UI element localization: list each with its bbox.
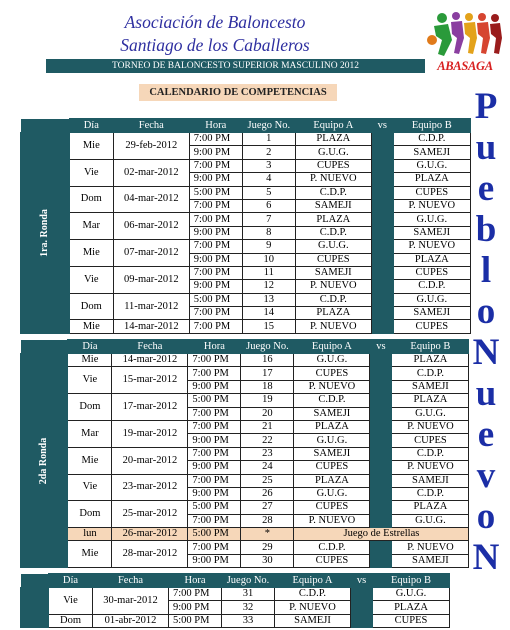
team-a: PLAZA	[294, 420, 370, 433]
vs-cell	[371, 266, 393, 279]
col-header-dia: Día	[68, 340, 112, 354]
vs-cell	[370, 434, 392, 447]
team-a: C.D.P.	[275, 588, 351, 601]
game-row	[21, 614, 450, 627]
team-a: P. NUEVO	[295, 280, 371, 293]
team-b: PLAZA	[392, 394, 469, 407]
team-a: PLAZA	[294, 474, 370, 487]
game-row	[21, 367, 469, 380]
team-a: CUPES	[295, 159, 371, 172]
game-time: 9:00 PM	[169, 601, 222, 614]
game-row	[21, 474, 469, 487]
team-b: G.U.G.	[392, 514, 469, 527]
game-day: Vie	[69, 266, 113, 293]
game-row	[21, 420, 469, 433]
game-number: 16	[241, 354, 294, 367]
vs-cell	[370, 514, 392, 527]
game-date: 23-mar-2012	[112, 474, 188, 501]
game-time: 7:00 PM	[188, 407, 241, 420]
game-row	[21, 213, 471, 226]
round-label-cell	[21, 133, 70, 334]
team-b: CUPES	[393, 266, 470, 279]
game-row	[21, 501, 469, 514]
team-a: P. NUEVO	[275, 601, 351, 614]
game-number: 32	[222, 601, 275, 614]
team-a: G.U.G.	[295, 240, 371, 253]
team-a: G.U.G.	[294, 434, 370, 447]
game-day: Dom	[69, 293, 113, 320]
vs-cell	[371, 133, 393, 146]
team-b: G.U.G.	[392, 407, 469, 420]
game-date: 07-mar-2012	[113, 240, 189, 267]
association-name-line2: Santiago de los Caballeros	[120, 35, 310, 55]
team-b: CUPES	[373, 614, 450, 627]
game-number: 25	[241, 474, 294, 487]
game-number: 18	[241, 380, 294, 393]
team-b: PLAZA	[393, 253, 470, 266]
team-b: C.D.P.	[392, 447, 469, 460]
team-a: P. NUEVO	[294, 380, 370, 393]
game-number: 2	[242, 146, 295, 159]
game-number: 33	[222, 614, 275, 627]
header-spacer	[21, 574, 49, 588]
side-title-letter: e	[477, 414, 495, 455]
game-row	[21, 320, 471, 333]
side-title-letter: P	[474, 86, 498, 127]
game-number: 26	[241, 487, 294, 500]
col-header-juego: Juego No.	[222, 574, 275, 588]
col-header-hora: Hora	[189, 119, 242, 133]
col-header-fecha: Fecha	[113, 119, 189, 133]
team-b: G.U.G.	[393, 159, 470, 172]
tournament-banner: TORNEO DE BALONCESTO SUPERIOR MASCULINO 2012	[46, 59, 425, 73]
game-time: 7:00 PM	[189, 199, 242, 212]
game-date: 06-mar-2012	[113, 213, 189, 240]
game-day: Vie	[69, 159, 113, 186]
vs-cell	[370, 487, 392, 500]
vs-cell	[371, 146, 393, 159]
side-title-letter: b	[475, 209, 497, 250]
game-number: 4	[242, 173, 295, 186]
team-a: CUPES	[294, 367, 370, 380]
vs-cell	[371, 159, 393, 172]
special-event-text: Juego de Estrellas	[294, 528, 469, 541]
game-time: 7:00 PM	[188, 514, 241, 527]
game-time: 9:00 PM	[188, 461, 241, 474]
game-time: 9:00 PM	[189, 253, 242, 266]
side-title-pueblo-nuevo	[466, 86, 506, 578]
vs-cell	[370, 461, 392, 474]
team-b: PLAZA	[392, 501, 469, 514]
team-a: C.D.P.	[294, 541, 370, 554]
team-a: G.U.G.	[295, 146, 371, 159]
game-row	[21, 588, 450, 601]
team-b: CUPES	[393, 320, 470, 333]
col-header-equipo-a: Equipo A	[295, 119, 371, 133]
vs-cell	[370, 420, 392, 433]
game-number: 3	[242, 159, 295, 172]
game-date: 29-feb-2012	[113, 133, 189, 160]
vs-cell	[351, 588, 373, 601]
abasaga-logo	[426, 10, 504, 76]
game-time: 9:00 PM	[189, 146, 242, 159]
calendar-title: CALENDARIO DE COMPETENCIAS	[139, 84, 337, 101]
side-title-letter: o	[476, 291, 496, 332]
vs-cell	[370, 447, 392, 460]
team-a: C.D.P.	[295, 186, 371, 199]
vs-cell	[351, 614, 373, 627]
game-time: 7:00 PM	[188, 474, 241, 487]
players-logo-icon	[426, 10, 504, 60]
game-date: 19-mar-2012	[112, 420, 188, 447]
game-time: 5:00 PM	[188, 528, 241, 541]
game-day: Dom	[68, 394, 112, 421]
team-b: P. NUEVO	[393, 240, 470, 253]
round-label: 1ra. Ronda	[38, 209, 50, 257]
game-row	[21, 394, 469, 407]
game-day: Mie	[68, 541, 112, 568]
game-date: 04-mar-2012	[113, 186, 189, 213]
vs-cell	[370, 354, 392, 367]
game-row	[21, 447, 469, 460]
game-row	[21, 354, 469, 367]
team-a: P. NUEVO	[295, 173, 371, 186]
col-header-dia: Día	[49, 574, 93, 588]
game-date: 28-mar-2012	[112, 541, 188, 568]
game-row	[21, 159, 471, 172]
game-number: 17	[241, 367, 294, 380]
game-number: 27	[241, 501, 294, 514]
col-header-juego: Juego No.	[242, 119, 295, 133]
col-header-juego: Juego No.	[241, 340, 294, 354]
team-a: PLAZA	[295, 307, 371, 320]
game-number: 19	[241, 394, 294, 407]
vs-cell	[370, 554, 392, 567]
game-day: Vie	[68, 474, 112, 501]
team-b: C.D.P.	[393, 133, 470, 146]
game-number: 8	[242, 226, 295, 239]
side-title-letter: N	[472, 332, 500, 373]
game-time: 7:00 PM	[188, 420, 241, 433]
game-time: 5:00 PM	[188, 501, 241, 514]
team-a: G.U.G.	[294, 487, 370, 500]
col-header-equipo-a: Equipo A	[275, 574, 351, 588]
vs-cell	[371, 320, 393, 333]
team-b: SAMEJI	[393, 307, 470, 320]
col-header-fecha: Fecha	[112, 340, 188, 354]
game-row	[21, 133, 471, 146]
game-date: 14-mar-2012	[113, 320, 189, 333]
vs-cell	[371, 280, 393, 293]
team-a: P. NUEVO	[295, 320, 371, 333]
game-time: 7:00 PM	[169, 588, 222, 601]
header-spacer	[21, 119, 70, 133]
game-day: lun	[68, 528, 112, 541]
game-time: 7:00 PM	[188, 541, 241, 554]
game-number: 14	[242, 307, 295, 320]
game-number: 5	[242, 186, 295, 199]
side-title-letter: e	[477, 168, 495, 209]
game-number: 21	[241, 420, 294, 433]
team-b: PLAZA	[393, 173, 470, 186]
game-day: Dom	[69, 186, 113, 213]
col-header-equipo-b: Equipo B	[393, 119, 470, 133]
team-b: SAMEJI	[393, 226, 470, 239]
vs-cell	[371, 240, 393, 253]
round-label: 2da Ronda	[38, 437, 50, 484]
game-day: Mie	[69, 320, 113, 333]
game-row	[21, 541, 469, 554]
team-a: CUPES	[294, 554, 370, 567]
game-day: Dom	[49, 614, 93, 627]
game-number: 24	[241, 461, 294, 474]
team-a: G.U.G.	[294, 354, 370, 367]
team-b: P. NUEVO	[392, 461, 469, 474]
game-day: Mar	[69, 213, 113, 240]
vs-cell	[371, 253, 393, 266]
game-day: Mar	[68, 420, 112, 447]
team-b: G.U.G.	[393, 213, 470, 226]
game-day: Dom	[68, 501, 112, 528]
vs-cell	[370, 541, 392, 554]
team-a: PLAZA	[295, 213, 371, 226]
col-header-equipo-b: Equipo B	[373, 574, 450, 588]
game-time: 5:00 PM	[189, 186, 242, 199]
game-day: Vie	[49, 588, 93, 615]
game-number: 31	[222, 588, 275, 601]
schedule-table-round-1	[20, 118, 471, 334]
team-b: C.D.P.	[392, 487, 469, 500]
game-day: Mie	[69, 240, 113, 267]
col-header-vs: vs	[370, 340, 392, 354]
game-time: 7:00 PM	[189, 213, 242, 226]
vs-cell	[371, 186, 393, 199]
game-time: 9:00 PM	[188, 380, 241, 393]
game-date: 17-mar-2012	[112, 394, 188, 421]
team-a: CUPES	[294, 461, 370, 474]
team-b: P. NUEVO	[392, 420, 469, 433]
team-a: SAMEJI	[275, 614, 351, 627]
team-a: SAMEJI	[294, 407, 370, 420]
team-a: CUPES	[294, 501, 370, 514]
round-label-cell	[21, 588, 49, 628]
col-header-equipo-b: Equipo B	[392, 340, 469, 354]
game-number: 10	[242, 253, 295, 266]
team-b: P. NUEVO	[393, 199, 470, 212]
column-header-row	[21, 340, 469, 354]
game-day: Vie	[68, 367, 112, 394]
team-b: SAMEJI	[392, 474, 469, 487]
game-date: 01-abr-2012	[93, 614, 169, 627]
game-number: 7	[242, 213, 295, 226]
round-label-cell	[21, 354, 68, 568]
game-time: 7:00 PM	[188, 367, 241, 380]
game-time: 5:00 PM	[169, 614, 222, 627]
vs-cell	[371, 213, 393, 226]
vs-cell	[371, 293, 393, 306]
game-number: 12	[242, 280, 295, 293]
vs-cell	[371, 199, 393, 212]
col-header-hora: Hora	[188, 340, 241, 354]
game-row	[21, 266, 471, 279]
col-header-hora: Hora	[169, 574, 222, 588]
logo-text: ABASAGA	[437, 59, 493, 73]
team-b: SAMEJI	[392, 380, 469, 393]
game-day: Mie	[68, 354, 112, 367]
game-number: 29	[241, 541, 294, 554]
game-time: 7:00 PM	[189, 240, 242, 253]
col-header-vs: vs	[371, 119, 393, 133]
side-title-letter: u	[475, 373, 497, 414]
game-time: 7:00 PM	[188, 354, 241, 367]
game-date: 14-mar-2012	[112, 354, 188, 367]
game-row	[21, 240, 471, 253]
col-header-equipo-a: Equipo A	[294, 340, 370, 354]
game-time: 5:00 PM	[189, 293, 242, 306]
game-number: 20	[241, 407, 294, 420]
game-date: 02-mar-2012	[113, 159, 189, 186]
game-time: 9:00 PM	[189, 173, 242, 186]
vs-cell	[371, 226, 393, 239]
game-day: Mie	[68, 447, 112, 474]
game-date: 25-mar-2012	[112, 501, 188, 528]
team-b: PLAZA	[373, 601, 450, 614]
game-date: 09-mar-2012	[113, 266, 189, 293]
team-a: C.D.P.	[295, 226, 371, 239]
vs-cell	[351, 601, 373, 614]
game-row	[21, 293, 471, 306]
game-number: 23	[241, 447, 294, 460]
team-a: SAMEJI	[295, 199, 371, 212]
game-day: Mie	[69, 133, 113, 160]
side-title-letter: N	[472, 537, 500, 578]
schedule-table-round-3	[20, 573, 450, 628]
vs-cell	[370, 394, 392, 407]
team-b: C.D.P.	[392, 367, 469, 380]
game-time: 9:00 PM	[188, 554, 241, 567]
game-number: 30	[241, 554, 294, 567]
vs-cell	[370, 380, 392, 393]
game-time: 7:00 PM	[189, 320, 242, 333]
game-time: 7:00 PM	[189, 266, 242, 279]
game-number: 15	[242, 320, 295, 333]
column-header-row	[21, 574, 450, 588]
team-b: C.D.P.	[393, 280, 470, 293]
team-b: G.U.G.	[373, 588, 450, 601]
game-time: 9:00 PM	[189, 226, 242, 239]
game-number: 13	[242, 293, 295, 306]
team-a: CUPES	[295, 253, 371, 266]
game-time: 7:00 PM	[189, 133, 242, 146]
team-a: P. NUEVO	[294, 514, 370, 527]
side-title-letter: o	[476, 496, 496, 537]
game-number: 22	[241, 434, 294, 447]
game-date: 30-mar-2012	[93, 588, 169, 615]
game-number: 9	[242, 240, 295, 253]
team-b: SAMEJI	[392, 554, 469, 567]
game-time: 7:00 PM	[189, 307, 242, 320]
col-header-vs: vs	[351, 574, 373, 588]
game-date: 26-mar-2012	[112, 528, 188, 541]
side-title-letter: l	[480, 250, 492, 291]
vs-cell	[370, 501, 392, 514]
game-number: 11	[242, 266, 295, 279]
game-time: 9:00 PM	[188, 487, 241, 500]
team-b: CUPES	[393, 186, 470, 199]
game-number: 1	[242, 133, 295, 146]
side-title-letter: v	[476, 455, 496, 496]
team-b: G.U.G.	[393, 293, 470, 306]
schedule-table-round-2	[20, 339, 469, 568]
association-name-line1: Asociación de Baloncesto	[124, 12, 306, 32]
game-number: 6	[242, 199, 295, 212]
team-b: PLAZA	[392, 354, 469, 367]
col-header-dia: Día	[69, 119, 113, 133]
team-b: SAMEJI	[393, 146, 470, 159]
side-title-letter: u	[475, 127, 497, 168]
team-b: P. NUEVO	[392, 541, 469, 554]
col-header-fecha: Fecha	[93, 574, 169, 588]
game-date: 20-mar-2012	[112, 447, 188, 474]
team-a: SAMEJI	[295, 266, 371, 279]
team-a: SAMEJI	[294, 447, 370, 460]
game-time: 7:00 PM	[189, 159, 242, 172]
column-header-row	[21, 119, 471, 133]
game-date: 11-mar-2012	[113, 293, 189, 320]
vs-cell	[371, 173, 393, 186]
game-time: 5:00 PM	[188, 394, 241, 407]
game-number: 28	[241, 514, 294, 527]
team-a: C.D.P.	[294, 394, 370, 407]
vs-cell	[371, 307, 393, 320]
team-b: CUPES	[392, 434, 469, 447]
special-event-row	[21, 528, 469, 541]
game-date: 15-mar-2012	[112, 367, 188, 394]
vs-cell	[370, 367, 392, 380]
game-time: 9:00 PM	[189, 280, 242, 293]
vs-cell	[370, 474, 392, 487]
game-row	[21, 186, 471, 199]
game-number: *	[241, 528, 294, 541]
game-time: 9:00 PM	[188, 434, 241, 447]
header-spacer	[21, 340, 68, 354]
team-a: C.D.P.	[295, 293, 371, 306]
team-a: PLAZA	[295, 133, 371, 146]
game-time: 7:00 PM	[188, 447, 241, 460]
vs-cell	[370, 407, 392, 420]
